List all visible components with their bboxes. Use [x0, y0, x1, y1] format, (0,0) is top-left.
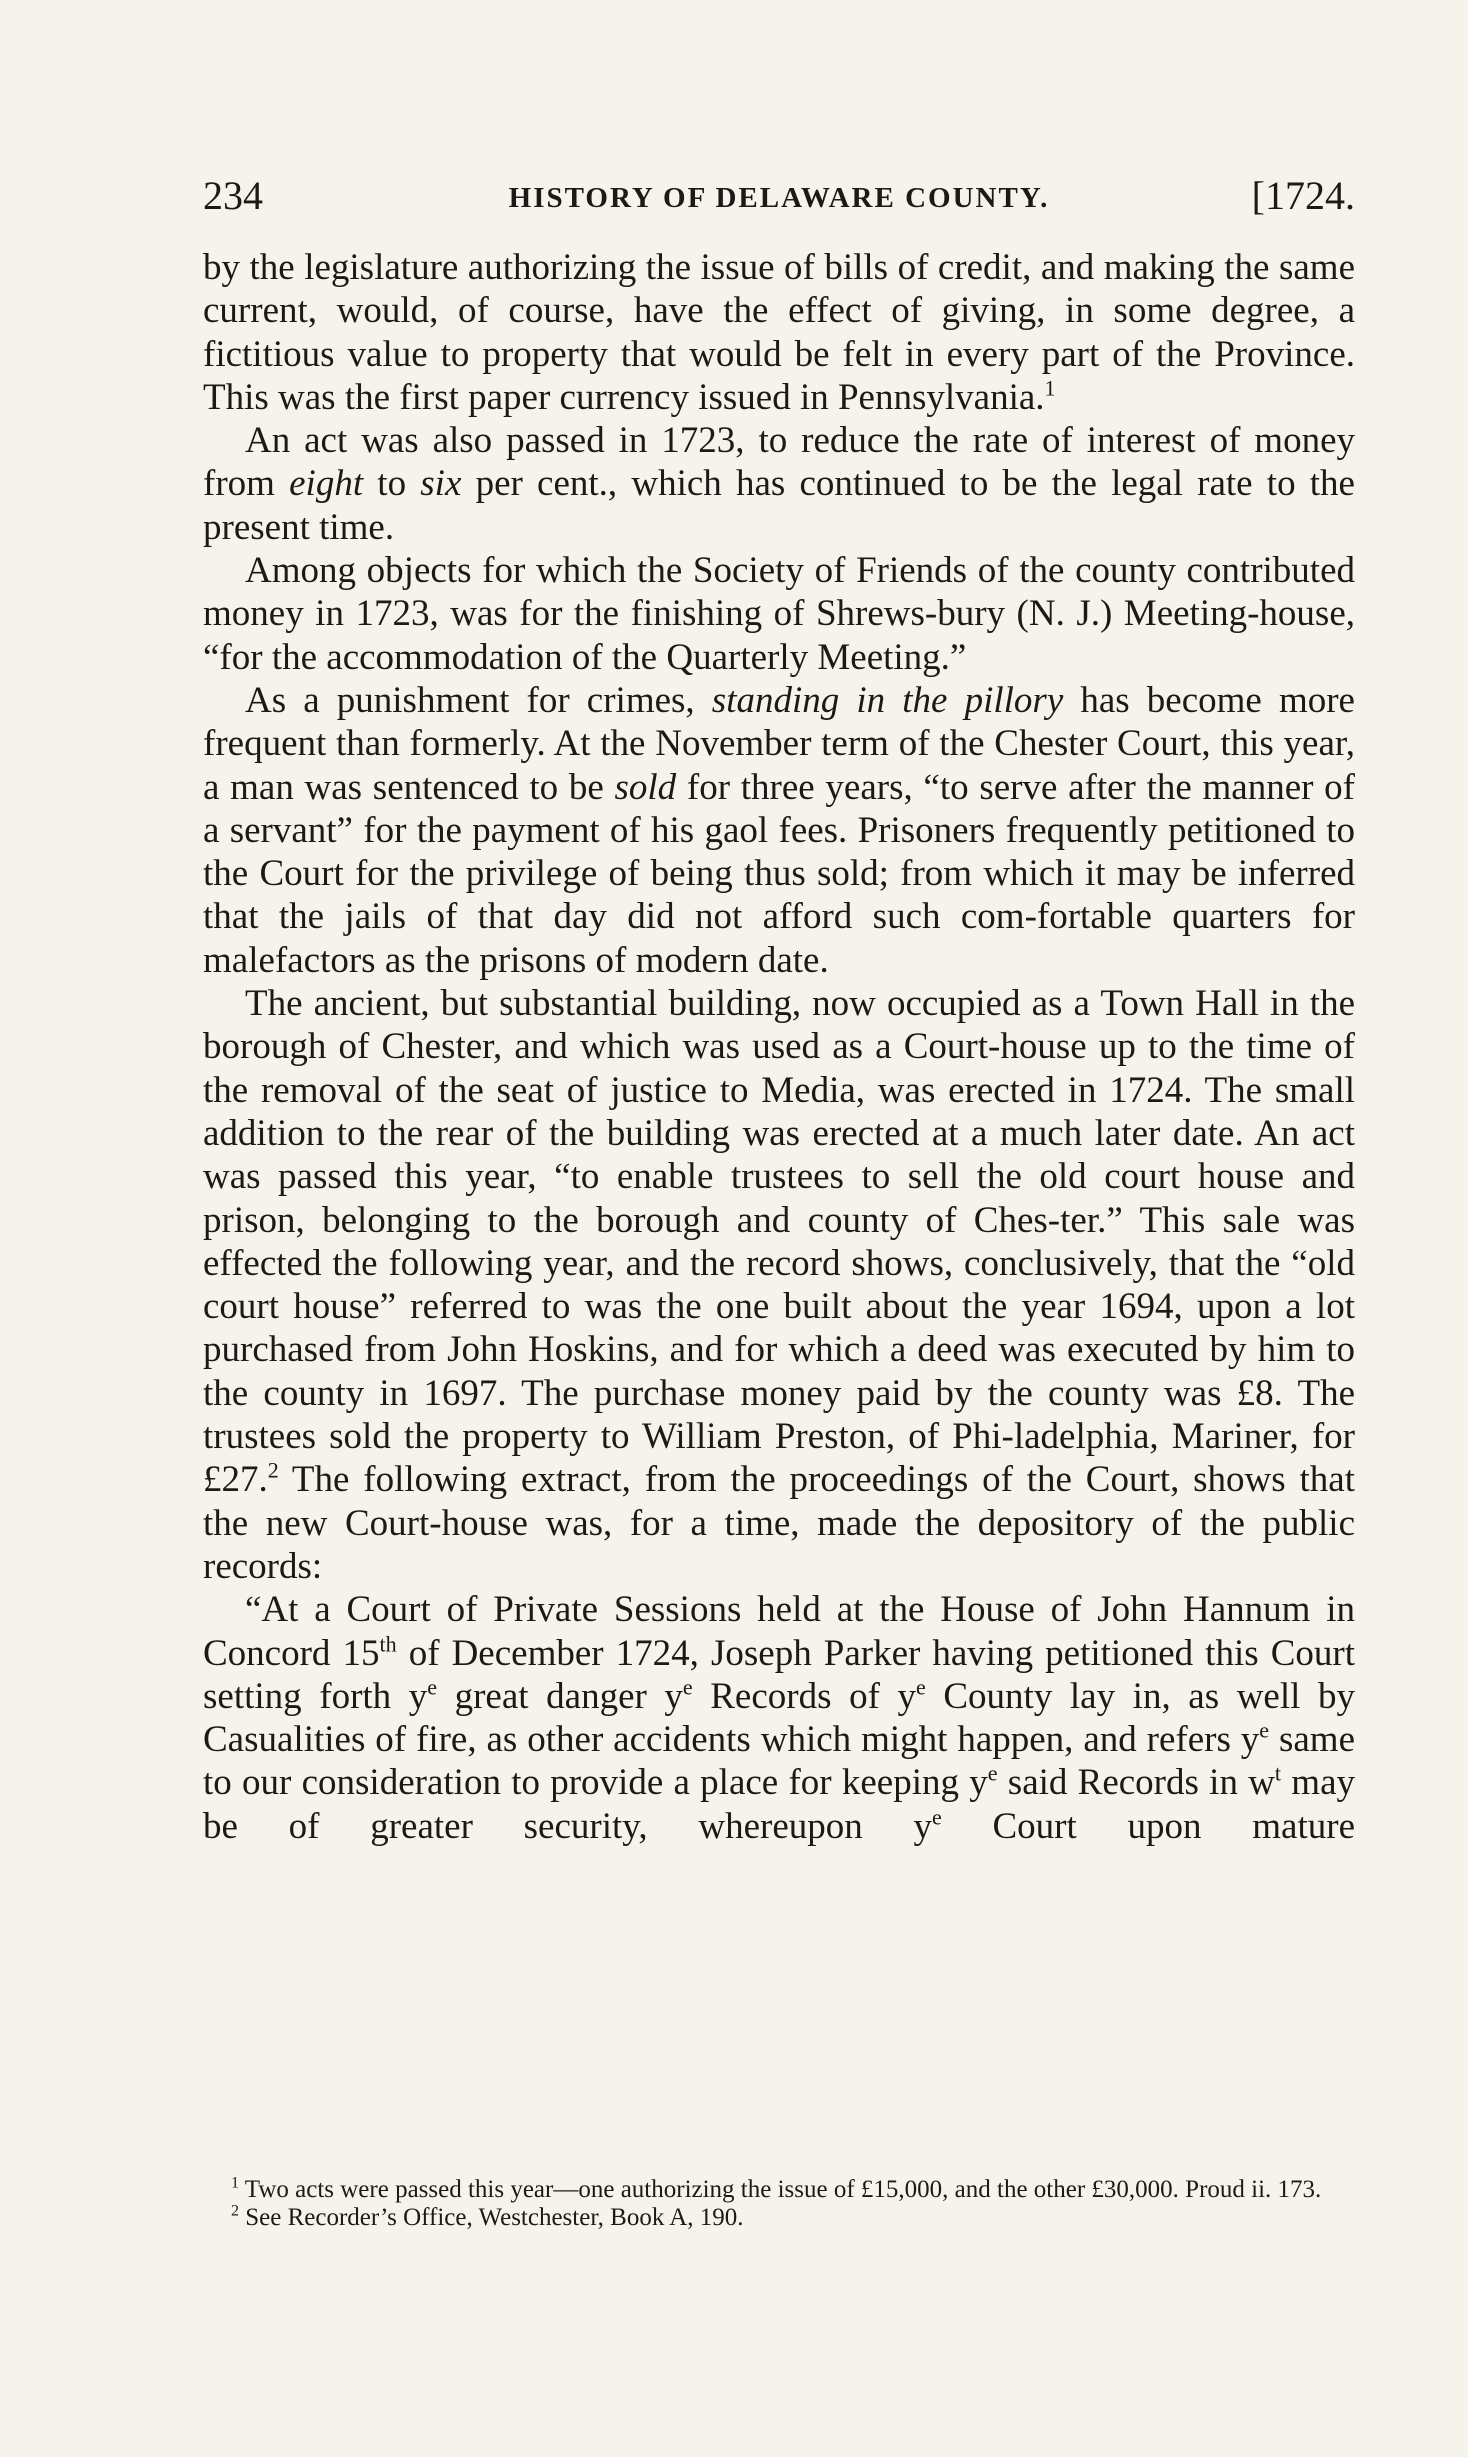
running-year: [1724. [1251, 173, 1355, 218]
footnote-ref-2: 2 [267, 1457, 279, 1483]
footnote-1: $^1$ Two acts were passed this year—one authorizing the issue of £15,000, and the other £30,000. Proud ii. 173. [231, 2174, 1322, 2203]
footnotes [203, 2176, 1355, 2232]
paragraph-4: As a punishment for crimes, standing in the pillory has become more frequent than formerly. At the November term of the Chester Court, this year, a man was sentenced to be sold for three years, “to serve after the manner of a servant” for the payment of his gaol fees. Prisoners frequently petitioned to the Court for the privilege of being thus sold; from which it may be inferred that the jails of that day did not afford such com-fortable quarters for malefactors as the prisons of modern date. [203, 679, 1355, 981]
footnote-ref-1: 1 [1044, 375, 1056, 401]
paragraph-1: by the legislature authorizing the issue of bills of credit, and making the same current, would, of course, have the effect of giving, in some degree, a fictitious value to property that would be felt in every part of the Province. This was the first paper currency issued in Pennsylvania.$^1$ [203, 247, 1355, 418]
footnote-2: $^2$ See Recorder’s Office, Westchester, Book A, 190. [231, 2202, 744, 2231]
page-number: 234 [203, 173, 263, 218]
running-title: HISTORY OF DELAWARE COUNTY. [508, 182, 1050, 214]
page-content [203, 168, 1355, 1848]
running-head [203, 168, 1355, 224]
paragraph-2: An act was also passed in 1723, to reduce the rate of interest of money from eight to six per cent., which has continued to be the legal rate to the present time. [203, 420, 1355, 548]
paragraph-6-quotation: “At a Court of Private Sessions held at the House of John Hannum in Concord 15th of December 1724, Joseph Parker having petitioned this Court setting forth $y^e$ great danger $y^e$ Records of $y^e$ County lay in, as well by Casualities of fire, as other accidents which might happen, and refers $y^e$ same to our consideration to provide a place for keeping $y^e$ said Records in $w^t$ may be of greater security, whereupon $y^e$ Court upon mature [203, 1589, 1356, 1847]
paragraph-5: The ancient, but substantial building, now occupied as a Town Hall in the borough of Chester, and which was used as a Court-house up to the time of the removal of the seat of justice to Media, was erected in 1724. The small addition to the rear of the building was erected at a much later date. An act was passed this year, “to enable trustees to sell the old court house and prison, belonging to the borough and county of Ches-ter.” This sale was effected the following year, and the record shows, conclusively, that the “old court house” referred to was the one built about the year 1694, upon a lot purchased from John Hoskins, and for which a deed was executed by him to the county in 1697. The purchase money paid by the county was £8. The trustees sold the property to William Preston, of Phi-ladelphia, Mariner, for £27.$^2$ The following extract, from the proceedings of the Court, shows that the new Court-house was, for a time, made the depository of the public records: [203, 983, 1355, 1587]
paragraph-3: Among objects for which the Society of Friends of the county contributed money in 1723, was for the finishing of Shrews-bury (N. J.) Meeting-house, “for the accommodation of the Quarterly Meeting.” [203, 550, 1355, 678]
body-text [203, 246, 1355, 1848]
